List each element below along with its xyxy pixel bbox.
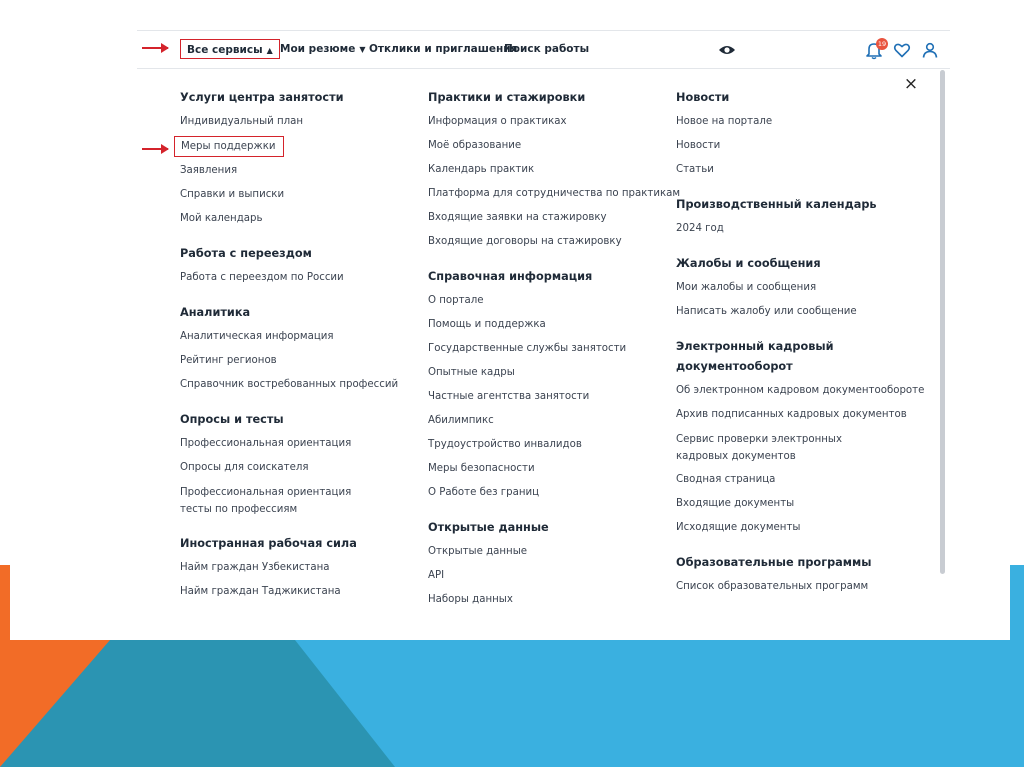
section-employment-center-services [180, 88, 390, 231]
section-analytics [180, 303, 399, 397]
menu-link[interactable]: Входящие договоры на стажировку [428, 236, 622, 247]
section-title: Образовательные программы [676, 556, 872, 569]
menu-link[interactable]: О портале [428, 295, 484, 306]
menu-link[interactable]: Частные агентства занятости [428, 391, 590, 402]
menu-link[interactable]: О Работе без границ [428, 487, 540, 498]
user-icon[interactable] [920, 40, 940, 60]
section-title: Открытые данные [428, 521, 549, 534]
menu-link[interactable]: Опросы для соискателя [180, 462, 309, 473]
caret-up-icon: ▲ [266, 46, 273, 55]
menu-link[interactable]: Справки и выписки [180, 189, 285, 200]
menu-link[interactable]: Сервис проверки электронных кадровых документов [676, 434, 842, 462]
menu-link[interactable]: Моё образование [428, 140, 522, 151]
menu-link[interactable]: Написать жалобу или сообщение [676, 306, 857, 317]
section-title: Жалобы и сообщения [676, 257, 821, 270]
eye-icon[interactable] [717, 40, 737, 60]
section-production-calendar [676, 195, 916, 241]
menu-link[interactable]: Наборы данных [428, 594, 513, 605]
notification-badge: 19 [877, 40, 887, 48]
section-title: Аналитика [180, 306, 251, 319]
caret-down-icon: ▼ [359, 45, 366, 54]
menu-link[interactable]: Новое на портале [676, 116, 773, 127]
menu-link[interactable]: Мой календарь [180, 213, 263, 224]
menu-link[interactable]: Меры безопасности [428, 463, 535, 474]
nav-my-resumes-label: Мои резюме [280, 43, 356, 55]
menu-link[interactable]: Работа с переездом по России [180, 272, 344, 283]
section-reference-info [428, 267, 668, 505]
menu-link[interactable]: Профессиональная ориентация [180, 438, 352, 449]
menu-link[interactable]: Государственные службы занятости [428, 343, 627, 354]
menu-link[interactable]: Сводная страница [676, 474, 776, 485]
menu-link-support-measures[interactable]: Меры поддержки [174, 136, 284, 157]
menu-link[interactable]: Трудоустройство инвалидов [428, 439, 582, 450]
menu-link[interactable]: 2024 год [676, 223, 724, 234]
section-relocation-work [180, 244, 390, 290]
menu-link[interactable]: Календарь практик [428, 164, 535, 175]
section-title: Справочная информация [428, 270, 593, 283]
menu-link[interactable]: Открытые данные [428, 546, 528, 557]
nav-my-resumes[interactable] [280, 31, 365, 68]
heart-icon[interactable] [892, 40, 912, 60]
menu-link[interactable]: Информация о практиках [428, 116, 567, 127]
nav-all-services[interactable] [180, 39, 280, 59]
screenshot-panel [10, 0, 1010, 640]
menu-link[interactable]: Найм граждан Таджикистана [180, 586, 341, 597]
menu-link[interactable]: Аналитическая информация [180, 331, 334, 342]
menu-link[interactable]: Мои жалобы и сообщения [676, 282, 817, 293]
menu-link[interactable]: Заявления [180, 165, 238, 176]
section-foreign-workforce [180, 534, 390, 604]
menu-link[interactable]: Рейтинг регионов [180, 355, 277, 366]
menu-link[interactable]: Архив подписанных кадровых документов [676, 409, 907, 420]
section-complaints [676, 254, 916, 324]
section-electronic-hr-docs [676, 337, 925, 540]
menu-link[interactable]: Новости [676, 140, 721, 151]
menu-link[interactable]: Исходящие документы [676, 522, 801, 533]
menu-link[interactable]: Абилимпикс [428, 415, 494, 426]
top-navigation [137, 30, 950, 69]
menu-link[interactable]: API [428, 570, 445, 581]
nav-job-search-label: Поиск работы [504, 43, 590, 55]
menu-link[interactable]: Статьи [676, 164, 714, 175]
nav-responses-invitations[interactable] [369, 31, 517, 68]
menu-link[interactable]: Опытные кадры [428, 367, 515, 378]
menu-scrollbar[interactable] [940, 70, 945, 574]
nav-responses-label: Отклики и приглашения [369, 43, 518, 55]
menu-link[interactable]: Найм граждан Узбекистана [180, 562, 330, 573]
nav-all-services-label: Все сервисы [187, 44, 263, 56]
menu-link[interactable]: Список образовательных программ [676, 581, 869, 592]
menu-column-1 [180, 88, 399, 617]
menu-link[interactable]: Индивидуальный план [180, 116, 304, 127]
menu-link[interactable]: Входящие документы [676, 498, 795, 509]
section-title: Опросы и тесты [180, 413, 284, 426]
menu-link[interactable]: Платформа для сотрудничества по практикам [428, 188, 681, 199]
section-news [676, 88, 916, 182]
annotation-arrow-support [142, 148, 168, 150]
section-title: Производственный календарь [676, 198, 877, 211]
section-title: Новости [676, 91, 730, 104]
annotation-arrow-nav [142, 47, 168, 49]
menu-column-3 [676, 88, 925, 612]
section-surveys-tests [180, 410, 390, 521]
section-title: Работа с переездом [180, 247, 312, 260]
section-title: Практики и стажировки [428, 91, 586, 104]
menu-link[interactable]: Профессиональная ориентация тесты по профессиям [180, 487, 352, 515]
section-open-data [428, 518, 668, 612]
menu-link[interactable]: Справочник востребованных профессий [180, 379, 399, 390]
section-title: Услуги центра занятости [180, 91, 344, 104]
section-practices-internships [428, 88, 681, 254]
section-title: Электронный кадровый документооборот [676, 340, 834, 373]
nav-job-search[interactable] [504, 31, 589, 68]
menu-link[interactable]: Помощь и поддержка [428, 319, 546, 330]
menu-link[interactable]: Входящие заявки на стажировку [428, 212, 607, 223]
close-icon[interactable]: × [903, 74, 919, 94]
section-educational-programs [676, 553, 916, 599]
section-title: Иностранная рабочая сила [180, 537, 357, 550]
menu-column-2 [428, 88, 681, 625]
menu-link[interactable]: Об электронном кадровом документообороте [676, 385, 925, 396]
